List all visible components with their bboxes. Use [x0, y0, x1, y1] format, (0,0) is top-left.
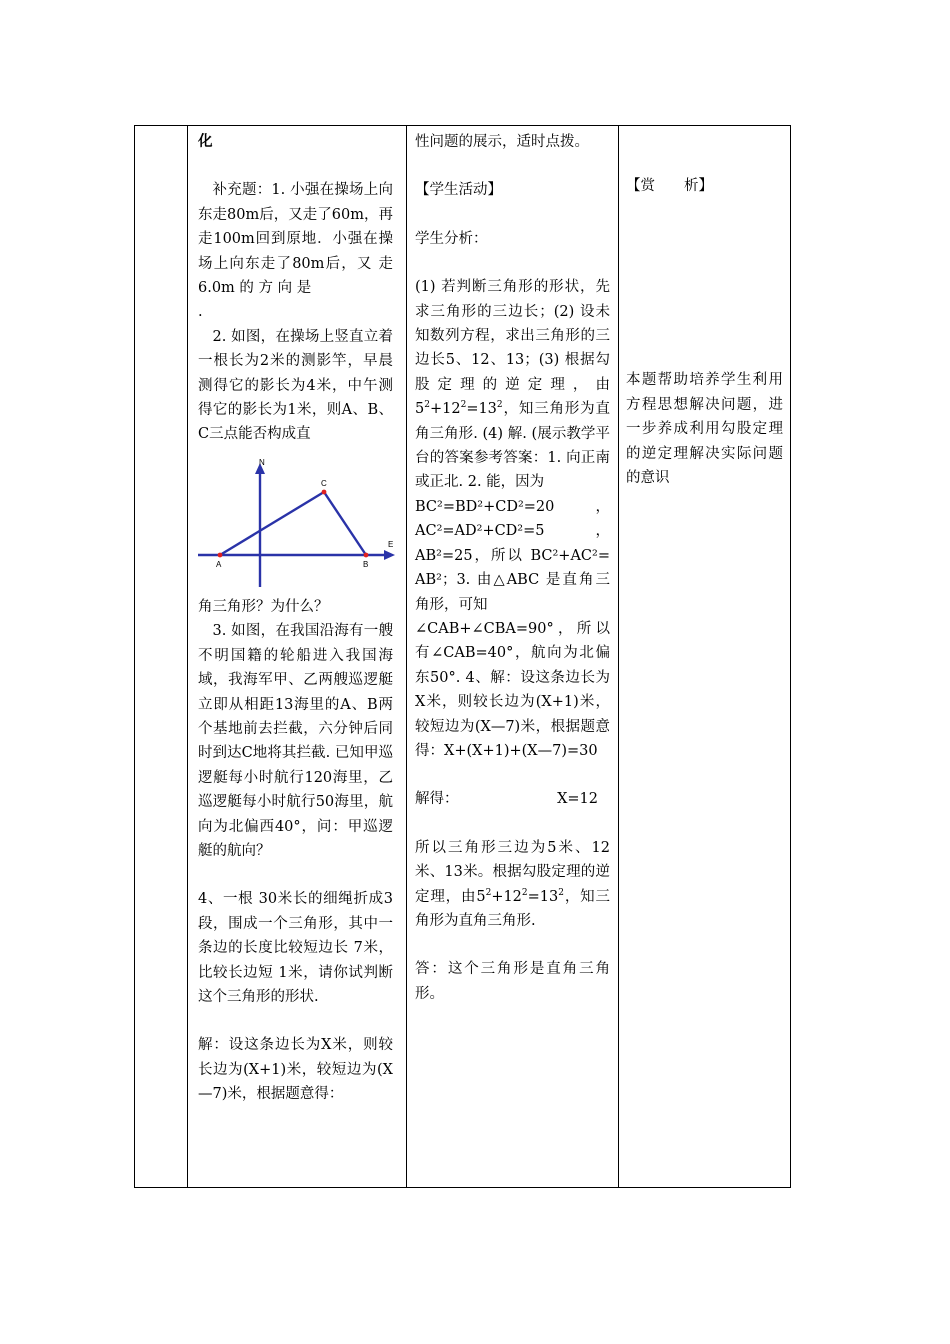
conclusion-paragraph: 所以三角形三边为5米、12米、13米。根据勾股定理的逆定理，由$5^2+12^2=13^2$，知三角形为直角三角形.	[415, 839, 611, 929]
triangle-abc	[220, 492, 366, 555]
label-e: E	[388, 539, 394, 549]
label-n: N	[259, 458, 265, 467]
label-c: C	[321, 478, 327, 488]
solve-label: 解得：	[415, 791, 459, 808]
point-a	[218, 552, 223, 557]
solve-value: X=12	[557, 791, 598, 808]
student-activity-column	[407, 126, 618, 1006]
east-arrow-icon	[384, 550, 395, 560]
question-2: 2. 如图，在操场上竖直立着一根长为2米的测影竿，早晨测得它的影长为4米，中午测得它的影长为1米，则A、B、C三点能否构成直	[198, 328, 393, 443]
equation-5-12-13: $5^2+12^2=13^2$	[415, 400, 503, 418]
analysis-label: 学生分析：	[415, 230, 488, 247]
question-2-continued: 角三角形？为什么？	[198, 598, 329, 615]
question-4-solution: 解：设这条边长为X米，则较长边为(X+1)米，较短边为(X—7)米，根据题意得：	[198, 1037, 393, 1103]
analysis-paragraph: (1) 若判断三角形的形状，先求三角形的三边长；(2) 设未知数列方程，求出三角形的三边长5、12、13；(3) 根据勾股定理的逆定理，由$5^2+12^2=13^2$，知三角形为直角三角形. (4) 解. (展示教学平台的答案参考答案：1. 向正南或正北. 2. 能，因为	[415, 279, 610, 491]
appreciation-column	[618, 126, 791, 490]
answer-equations: BC²=BD²+CD²=20，AC²=AD²+CD²=5，AB²=25，所以 BC²+AC²= AB²；3. 由△ABC 是直角三角形，可知	[415, 498, 610, 613]
supplement-question-1: 补充题：1. 小强在操场上向东走80m后，又走了60m，再走100m回到原地．小强在操场上向东走了80m后，又 走 6.0m 的 方 向 是	[198, 182, 393, 297]
student-activity-heading: 【学生活动】	[415, 182, 502, 199]
point-b	[364, 552, 369, 557]
shadow-pole-diagram	[198, 459, 398, 589]
lesson-table	[134, 125, 791, 1188]
solve-line	[415, 787, 610, 811]
final-answer: 答：这个三角形是直角三角形。	[415, 961, 610, 1002]
question-4: 4、一根 30米长的细绳折成3段，围成一个三角形，其中一条边的长度比较短边长 7米，比较长边短 1米，请你试判断这个三角形的形状.	[198, 891, 393, 1005]
guidance-text: 性问题的展示，适时点拨。	[415, 134, 589, 150]
appreciation-note: 本题帮助培养学生利用方程思想解决问题，进一步养成利用勾股定理的逆定理解决实际问题的意识	[626, 372, 783, 487]
question-3: 3. 如图，在我国沿海有一艘不明国籍的轮船进入我国海域，我海军甲、乙两艘巡逻艇立即从相距13海里的A、B两个基地前去拦截，六分钟后同时到达C地将其拦截. 已知甲巡逻艇每小时航行120海里，乙巡逻艇每小时航行50海里，航向为北偏西40°，问：甲巡逻艇的航向？	[198, 623, 393, 859]
point-c	[322, 489, 327, 494]
label-a: A	[216, 559, 222, 569]
section-heading: 化	[198, 133, 213, 150]
appreciation-heading: 【赏 析】	[626, 178, 713, 194]
supplement-question-1-end: .	[198, 304, 203, 321]
label-b: B	[363, 559, 369, 569]
problems-column	[188, 126, 403, 1107]
answer-angles: ∠CAB+∠CBA=90°，所以有∠CAB=40°，航向为北偏东50°. 4、解：设这条边长为X米，则较长边为(X+1)米，较短边为(X—7)米，根据题意得：X+(X+1)+(X—7)=30	[415, 620, 610, 759]
